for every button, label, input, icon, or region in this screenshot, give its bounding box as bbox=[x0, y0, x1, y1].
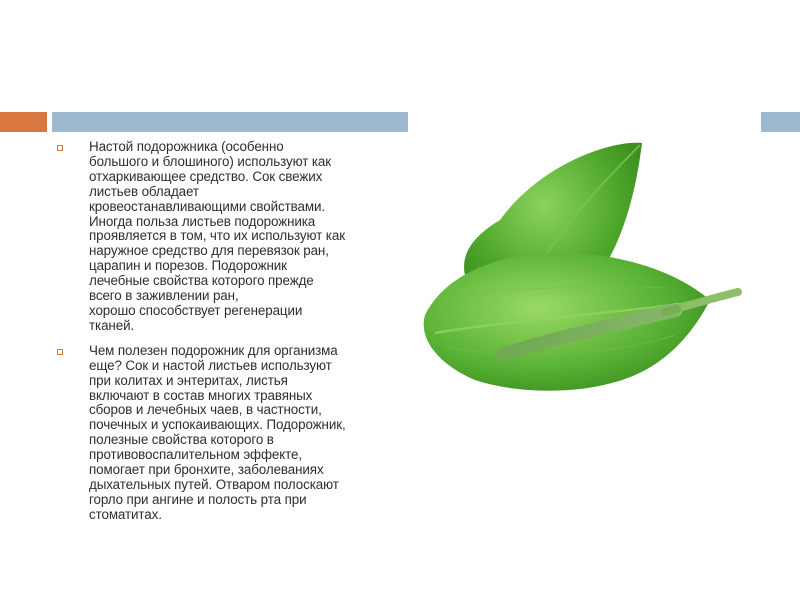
bullet-list bbox=[57, 140, 392, 533]
bullet-text: Чем полезен подорожник для организма еще? Сок и настой листьев используют при колитах и энтеритах, листья включают в состав многих травяных сборов и лечебных чаев, в частности, почечных и успокаивающих. Подорожник, полезные свойства которого в противовоспалительном эффекте, помогает при бронхите, заболеваниях дыхательных путей. Отваром полоскают горло при ангине и полость рта при стоматитах. bbox=[89, 342, 346, 522]
plantain-leaf-image bbox=[400, 125, 760, 455]
bullet-text: Настой подорожника (особенно большого и блошиного) используют как отхаркивающее средство. Сок свежих листьев обладает кровеостанавливающими свойствами. Иногда польза листьев подорожника проявляется в том, что их используют как наружное средство для перевязок ран, царапин и порезов. Подорожник лечебные свойства которого прежде всего в заживлении ран, хорошо способствует регенерации тканей. bbox=[89, 139, 345, 333]
accent-bar-blue-right bbox=[761, 112, 800, 132]
square-bullet-icon bbox=[57, 349, 63, 355]
bullet-item bbox=[57, 344, 392, 523]
bullet-item bbox=[57, 140, 392, 334]
square-bullet-icon bbox=[57, 145, 63, 151]
accent-bar-orange bbox=[0, 112, 47, 132]
accent-bar-blue bbox=[52, 112, 408, 132]
